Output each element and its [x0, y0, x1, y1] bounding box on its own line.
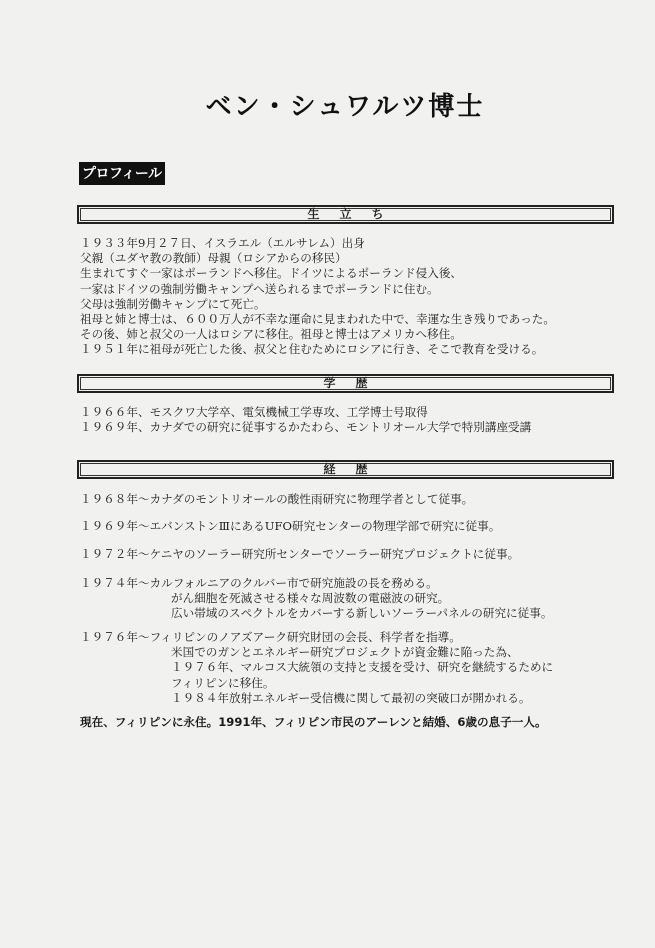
section-heading-text: 経歴	[323, 462, 388, 476]
career-main-line: １９７２年〜ケニヤのソーラー研究所センターでソーラー研究プロジェクトに従事。	[80, 547, 520, 561]
birth-text	[80, 236, 555, 358]
text-line: １９６９年、カナダでの研究に従事するかたわら、モントリオール大学で特別講座受講	[80, 420, 532, 435]
career-entry-1969	[80, 519, 500, 534]
education-text	[80, 405, 531, 435]
career-sub-line: 広い帯域のスペクトルをカバーする新しいソーラーパネルの研究に従事。	[171, 606, 553, 621]
career-main-line: １９７６年〜フィリピンのノアズアーク研究財団の会長、科学者を指導。	[80, 630, 461, 644]
text-line: その後、姉と叔父の一人はロシアに移住。祖母と博士はアメリカへ移住。	[80, 327, 462, 342]
career-sub-line: 米国でのガンとエネルギー研究プロジェクトが資金難に陥った為、	[171, 645, 519, 660]
text-line: 生まれてすぐ一家はポーランドへ移住。ドイツによるポーランド侵入後、	[80, 266, 463, 281]
current-status-line: 現在、フィリピンに永住。1991年、フィリピン市民のアーレンと結婚、6歳の息子一人。	[80, 715, 547, 729]
section-heading-birth	[77, 205, 614, 224]
profile-label: プロフィール	[79, 162, 165, 185]
text-line: 一家はドイツの強制労働キャンプへ送られるまでポーランドに住む。	[80, 281, 439, 296]
career-sub-line: １９７６年、マルコス大統領の支持と支援を受け、研究を継続するために	[171, 660, 554, 675]
page-title: ベン・シュワルツ博士	[205, 92, 485, 122]
career-entry-1972	[80, 547, 519, 562]
career-main-line: １９６８年〜カナダのモントリオールの酸性雨研究に物理学者として従事。	[80, 492, 474, 506]
career-main-line: １９７４年〜カルフォルニアのクルバー市で研究施設の長を務める。	[80, 576, 438, 590]
section-heading-text: 学歴	[323, 376, 388, 390]
career-entry-1976	[80, 630, 553, 706]
career-sub-line: がん細胞を死滅させる様々な周波数の電磁波の研究。	[171, 591, 450, 606]
section-heading-text: 生立ち	[307, 207, 404, 221]
career-main-line: １９６９年〜エバンストンⅢにあるUFO研究センターの物理学部で研究に従事。	[80, 519, 501, 533]
career-sub-line: フィリピンに移住。	[171, 675, 275, 690]
section-heading-education	[77, 374, 614, 393]
section-heading-career	[77, 460, 614, 479]
text-line: 父母は強制労働キャンプにて死亡。	[80, 296, 266, 311]
career-entry-1974	[80, 576, 552, 622]
text-line: １９６６年、モスクワ大学卒、電気機械工学専攻、工学博士号取得	[80, 405, 428, 419]
career-entry-1968	[80, 492, 473, 507]
text-line: １９３３年9月２７日、イスラエル（エルサレム）出身	[80, 236, 365, 250]
text-line: 祖母と姉と博士は、６００万人が不幸な運命に見まわれた中で、幸運な生き残りであった。	[80, 312, 555, 327]
text-line: 父親（ユダヤ教の教師）母親（ロシアからの移民）	[80, 251, 347, 266]
text-line: １９５１年に祖母が死亡した後、叔父と住むためにロシアに行き、そこで教育を受ける。	[80, 342, 544, 357]
career-sub-line: １９８４年放射エネルギー受信機に関して最初の突破口が開かれる。	[171, 690, 531, 705]
